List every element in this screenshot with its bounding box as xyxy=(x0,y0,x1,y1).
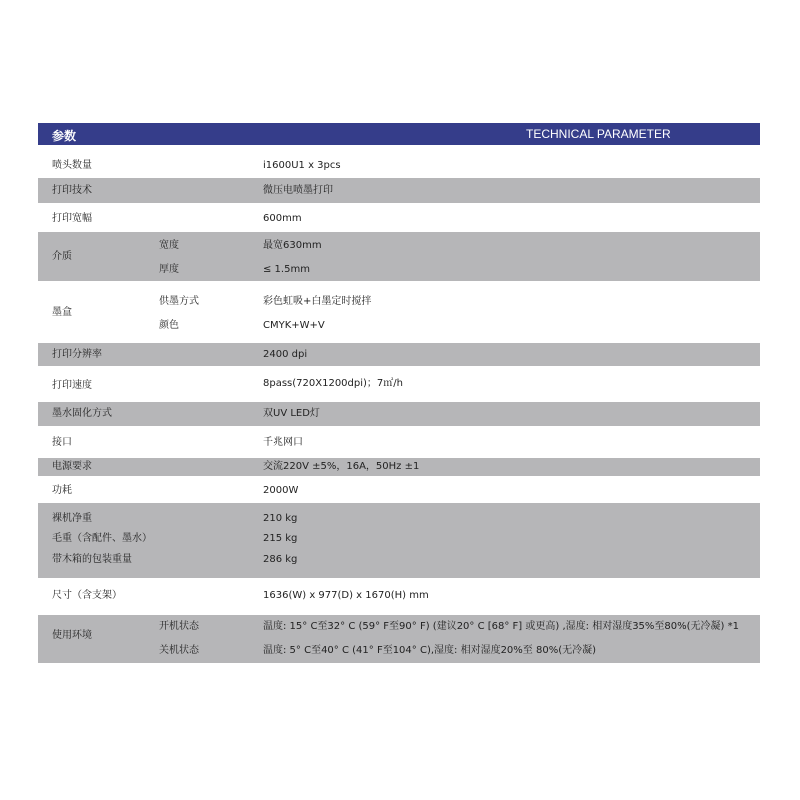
row-sub-label: 开机状态 xyxy=(159,621,199,632)
row-sub-label: 供墨方式 xyxy=(159,296,199,307)
table-row xyxy=(38,458,760,476)
row-value: 彩色虹吸+白墨定时搅拌 xyxy=(263,296,372,307)
row-sub-label: 宽度 xyxy=(159,240,179,251)
row-value: 温度: 5° C至40° C (41° F至104° C),湿度: 相对湿度20%至 80%(无冷凝) xyxy=(263,645,597,656)
row-sub-label: 关机状态 xyxy=(159,645,199,656)
row-value: CMYK+W+V xyxy=(263,320,325,331)
row-label: 功耗 xyxy=(52,485,72,496)
row-label: 使用环境 xyxy=(52,630,92,641)
row-value: 交流220V ±5%，16A，50Hz ±1 xyxy=(263,461,420,472)
row-label: 打印速度 xyxy=(52,380,92,391)
table-header xyxy=(38,123,760,145)
row-value: 微压电喷墨打印 xyxy=(263,185,333,196)
row-label: 打印技术 xyxy=(52,185,92,196)
table-row xyxy=(38,503,760,578)
table-row xyxy=(38,615,760,663)
row-sub-label: 厚度 xyxy=(159,264,179,275)
table-row xyxy=(38,426,760,458)
weight-label: 裸机净重 xyxy=(52,513,92,524)
row-label: 电源要求 xyxy=(52,461,92,472)
row-value: 温度: 15° C至32° C (59° F至90° F) (建议20° C [68° F] 或更高) ,湿度: 相对湿度35%至80%(无冷凝) *1 xyxy=(263,621,739,632)
row-value: 双UV LED灯 xyxy=(263,408,320,419)
table-row xyxy=(38,343,760,366)
table-row xyxy=(38,178,760,203)
weight-value: 215 kg xyxy=(263,533,298,544)
table-row xyxy=(38,281,760,343)
row-label: 打印宽幅 xyxy=(52,213,92,224)
header-title-cn: 参数 xyxy=(52,129,77,143)
row-value: 8pass(720X1200dpi)；7㎡/h xyxy=(263,378,403,389)
header-title-en: TECHNICAL PARAMETER xyxy=(526,127,671,141)
table-row xyxy=(38,402,760,426)
row-label: 墨盒 xyxy=(52,307,72,318)
row-value: 1636(W) x 977(D) x 1670(H) mm xyxy=(263,590,429,601)
row-value: ≤ 1.5mm xyxy=(263,264,310,275)
table-row xyxy=(38,476,760,503)
weight-value: 286 kg xyxy=(263,554,298,565)
row-label: 介质 xyxy=(52,251,72,262)
row-label: 尺寸（含支架） xyxy=(52,590,122,601)
table-row xyxy=(38,203,760,232)
row-value: i1600U1 x 3pcs xyxy=(263,160,341,171)
table-row xyxy=(38,366,760,402)
row-value: 600mm xyxy=(263,213,302,224)
row-value: 2000W xyxy=(263,485,299,496)
table-row xyxy=(38,232,760,281)
row-value: 最宽630mm xyxy=(263,240,322,251)
weight-value: 210 kg xyxy=(263,513,298,524)
row-value: 千兆网口 xyxy=(263,437,303,448)
row-label: 喷头数量 xyxy=(52,160,92,171)
table-row xyxy=(38,578,760,615)
row-label: 墨水固化方式 xyxy=(52,408,112,419)
row-value: 2400 dpi xyxy=(263,349,308,360)
row-label: 接口 xyxy=(52,437,72,448)
row-sub-label: 颜色 xyxy=(159,320,179,331)
weight-label: 带木箱的包装重量 xyxy=(52,554,132,565)
table-row xyxy=(38,145,760,178)
row-label: 打印分辨率 xyxy=(52,349,102,360)
weight-label: 毛重（含配件、墨水） xyxy=(52,533,152,544)
